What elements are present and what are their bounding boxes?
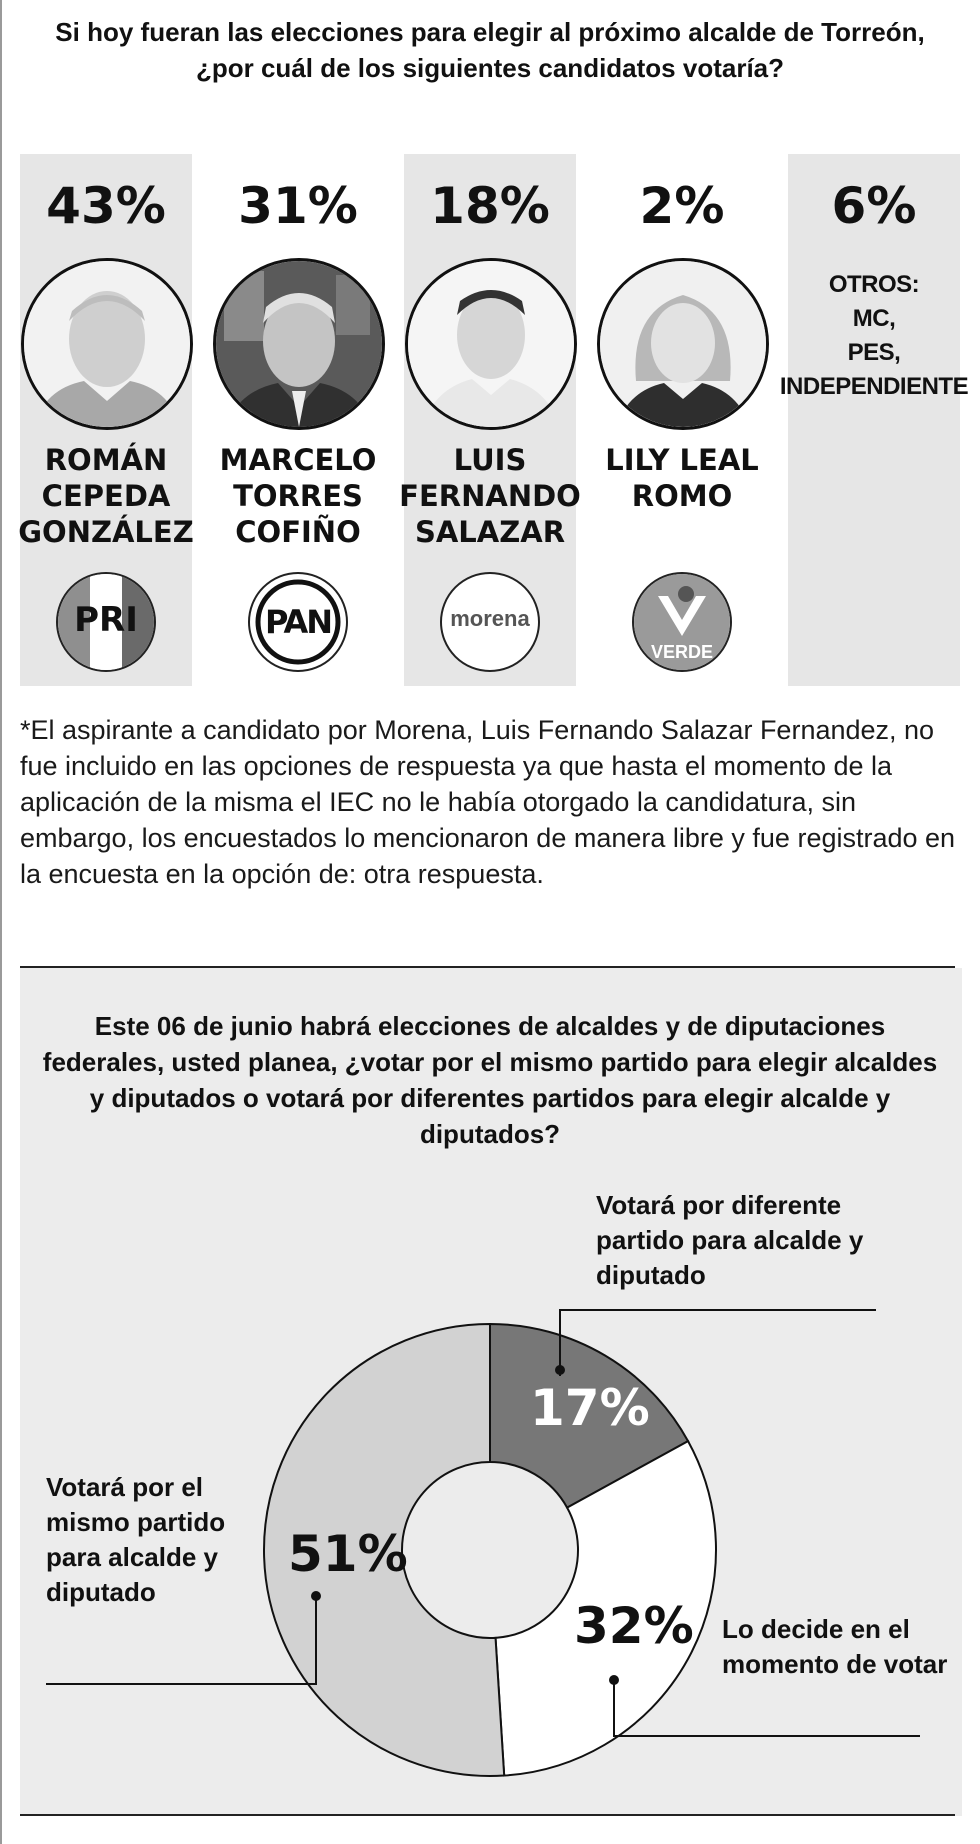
candidate-name: ROMÁN CEPEDA GONZÁLEZ: [18, 443, 194, 549]
candidate-pct: 2%: [639, 177, 725, 235]
candidate-pct: 43%: [46, 177, 166, 235]
slice-pct-same: 51%: [288, 1525, 408, 1583]
others-pct: 6%: [831, 177, 917, 235]
leader-dot: [610, 1676, 618, 1684]
leader-dot: [312, 1592, 320, 1600]
candidate-name: LILY LEAL ROMO: [605, 443, 759, 513]
candidate-name: LUIS FERNANDO SALAZAR: [399, 443, 581, 549]
slice-label-same: Votará por el mismo partido para alcalde y diputado: [46, 1472, 226, 1607]
leader-dot: [556, 1366, 564, 1374]
candidate-name: MARCELO TORRES COFIÑO: [219, 443, 377, 549]
verde-logo-text: VERDE: [650, 642, 713, 662]
slice-pct-different: 17%: [530, 1379, 650, 1437]
pan-logo-text: PAN: [264, 603, 332, 641]
survey-question: Si hoy fueran las elecciones para elegir al próximo alcalde de Torreón, ¿por cuál de los siguientes candidatos votaría?: [55, 17, 925, 83]
slice-label-different: Votará por diferente partido para alcalde y diputado: [596, 1190, 864, 1290]
slice-label-decide: Lo decide en el momento de votar: [722, 1614, 948, 1679]
others-line: PES,: [847, 339, 901, 366]
footnote: *El aspirante a candidato por Morena, Luis Fernando Salazar Fernandez, no fue incluido en las opciones de respuesta ya que hasta el momento de la aplicación de la misma el IEC no le había otorgado la candidatura, sin embargo, los encuestados lo mencionaron de manera libre y fue registrado en la encuesta en la opción de: otra respuesta.: [20, 715, 956, 889]
others-line: INDEPENDIENTE: [779, 373, 969, 400]
slice-pct-decide: 32%: [574, 1597, 694, 1655]
candidate-pct: 18%: [430, 177, 550, 235]
question-2: Este 06 de junio habrá elecciones de alcaldes y de diputaciones federales, usted planea, ¿votar por el mismo partido para elegir alcaldes y diputados o votará por diferentes partidos para elegir alcalde y diputados?: [42, 1011, 938, 1149]
candidate-pct: 31%: [238, 177, 358, 235]
pri-logo-text: PRI: [74, 600, 138, 640]
others-line: MC,: [852, 305, 896, 332]
morena-logo-text: morena: [450, 606, 530, 631]
others-line: OTROS:: [828, 271, 920, 298]
